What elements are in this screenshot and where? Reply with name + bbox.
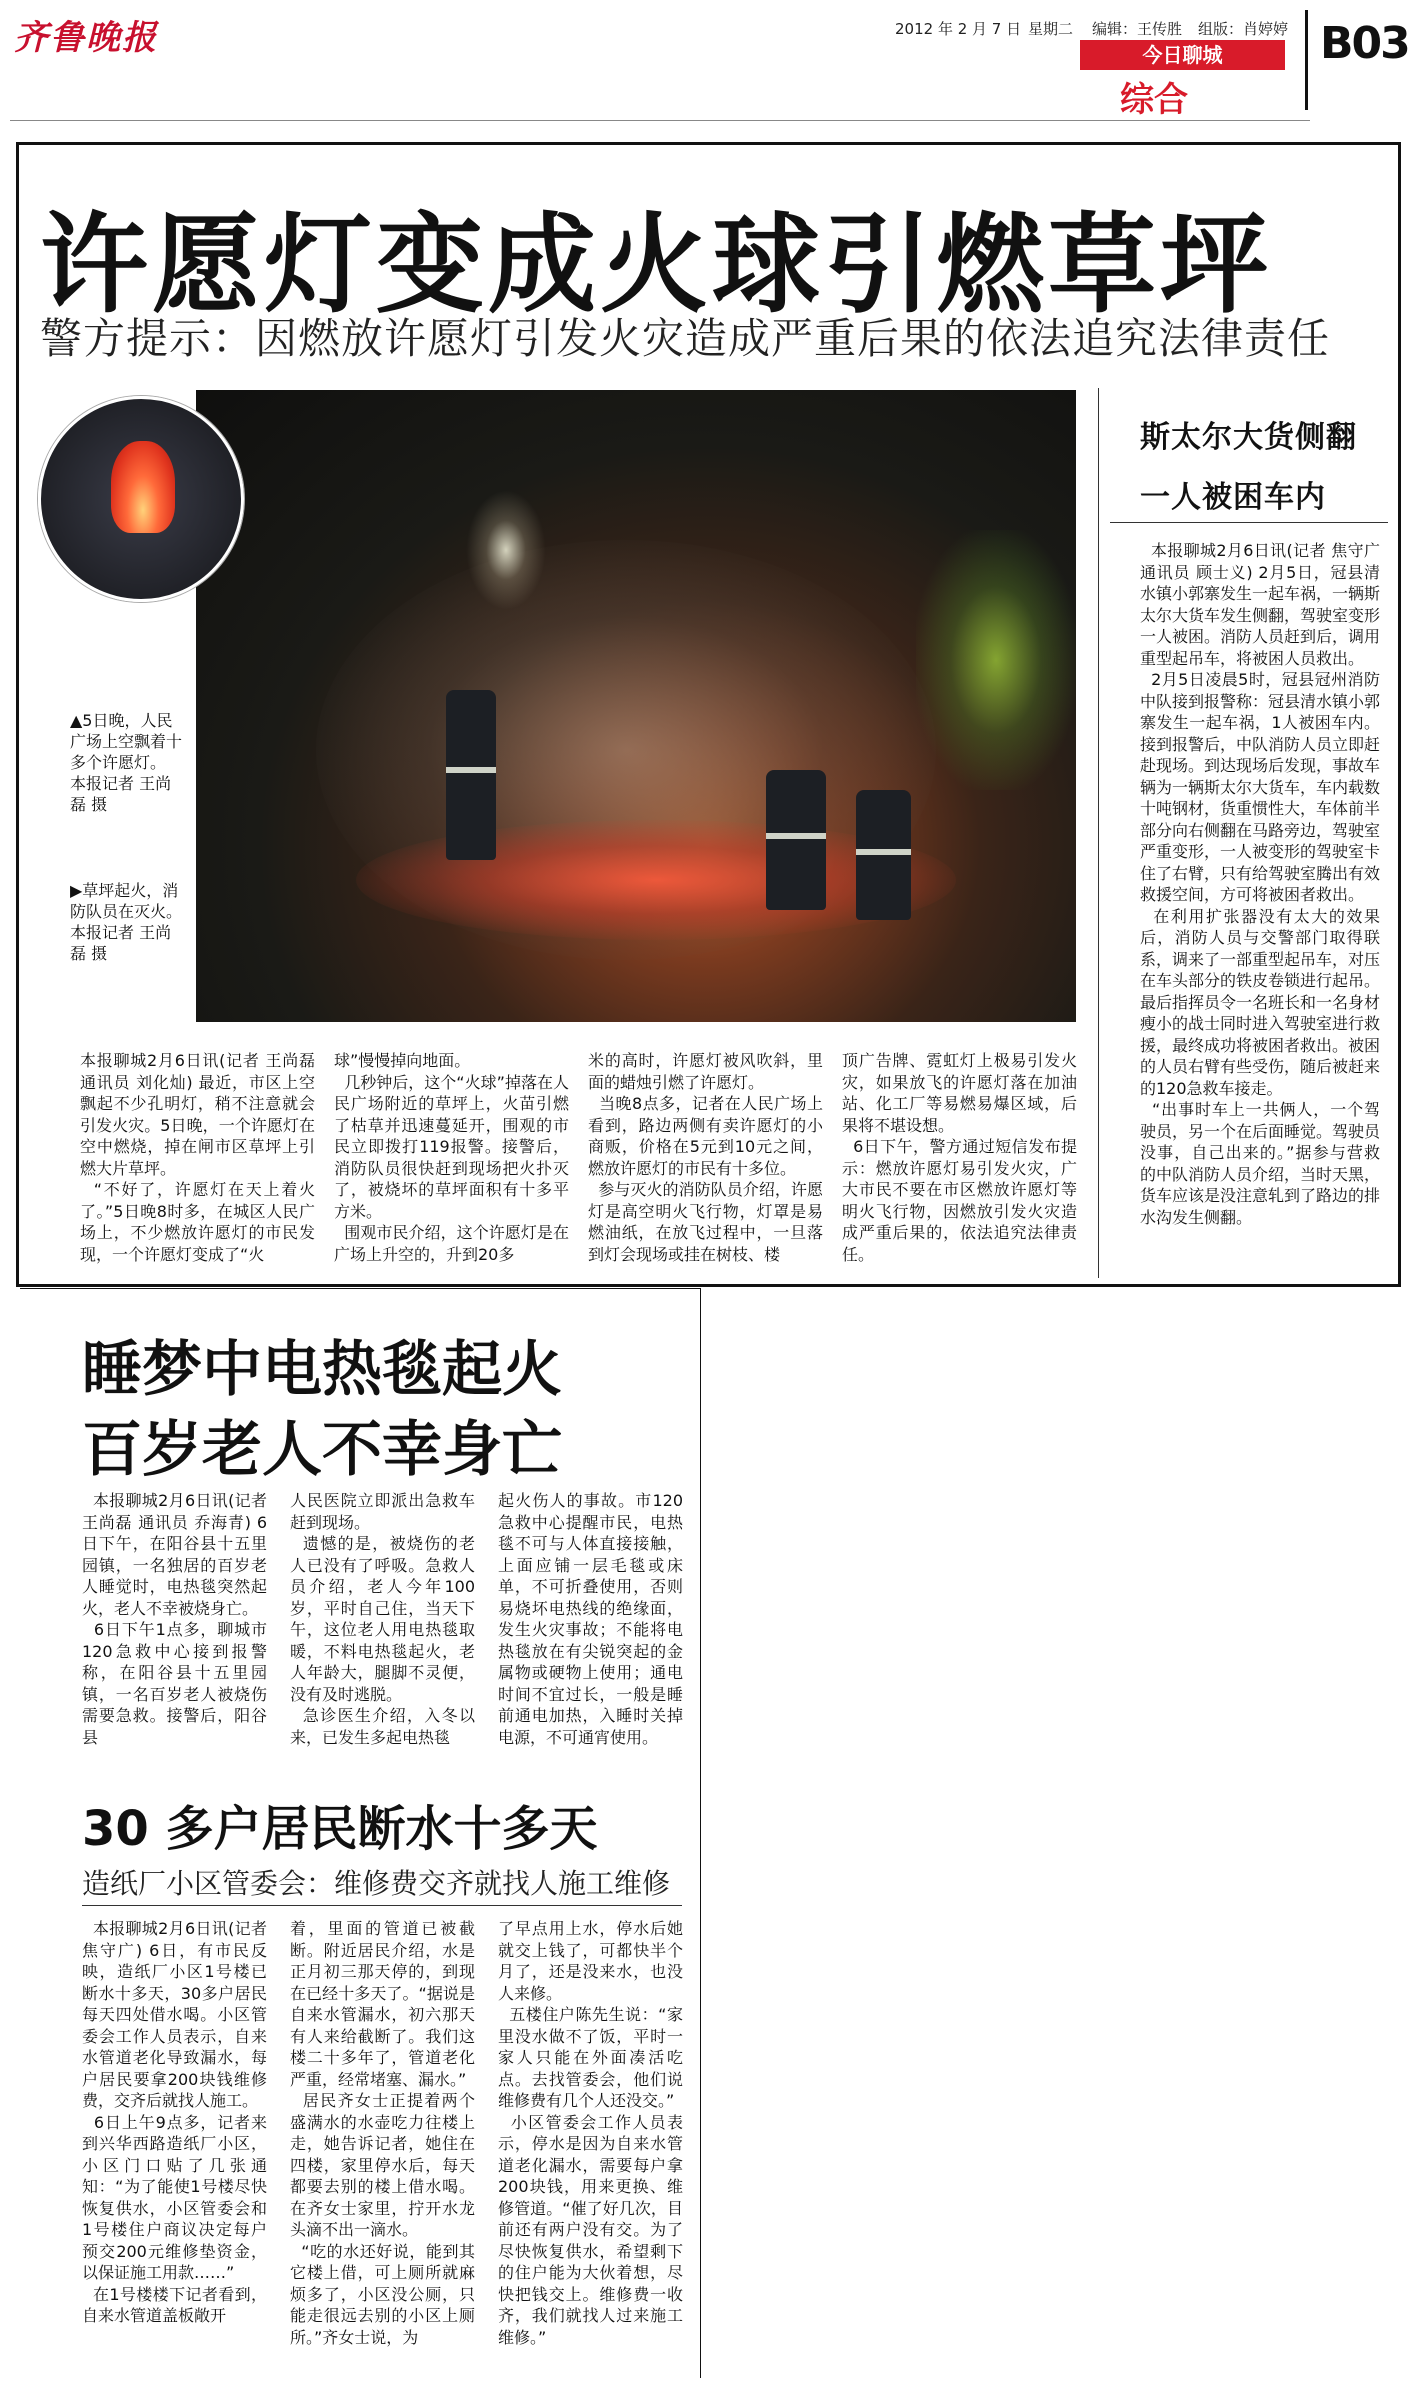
story3-body-col-2: 着，里面的管道已被截断。附近居民介绍，水是正月初三那天停的，到现在已经十多天了。“据说是自来水管漏水，初六那天有人来给截断了。我们这楼二十多年了，管道老化严重，经常堵塞、漏水。” 居民齐女士正提着两个盛满水的水壶吃力往楼上走，她告诉记者，她住在四楼，家里停水后，每天都要去别的楼上借水喝。在齐女士家里，拧开水龙头滴不出一滴水。 “吃的水还好说，能到其它楼上借，可上厕所就麻烦多了，小区没公厕，只能走很远去别的小区上厕所。”齐女士说，为: [290, 1919, 475, 2347]
story2-top-rule: [20, 1288, 700, 1289]
sidebar-body: 本报聊城2月6日讯(记者 焦守广 通讯员 顾士义) 2月5日，冠县清水镇小郭寨发生一起车祸，一辆斯太尔大货车发生侧翻，驾驶室变形一人被困。消防人员赶到后，调用重型起吊车，将被困人员救出。 2月5日凌晨5时，冠县冠州消防中队接到报警称：冠县清水镇小郭寨发生一起车祸，1人被困车内。接到报警后，中队消防人员立即赶赴现场。到达现场后发现，事故车辆为一辆斯太尔大货车，车内载数十吨钢材，货重惯性大，车体前半部分向右侧翻在马路旁边，驾驶室严重变形，一人被变形的驾驶室卡住了右臂，只有给驾驶室腾出有效救援空间，方可将被困者救出。 在利用扩张器没有太大的效果后，消防人员与交警部门取得联系，调来了一部重型起吊车，对压在车头部分的铁皮卷锁进行起吊。最后指挥员令一名班长和一名身材瘦小的战士同时进入驾驶室进行救援，最终成功将被困者救出。被困的人员右臂有些受伤，随后被赶来的120急救车接走。 “出事时车上一共俩人，一个驾驶员，另一个在后面睡觉。驾驶员没事，自己出来的。”据参与营救的中队消防人员介绍，当时天黑，货车应该是没注意轧到了路边的排水沟发生侧翻。: [1140, 541, 1381, 1227]
street-lamp: [466, 490, 546, 610]
layout-credit: 组版：肖婷婷: [1198, 20, 1289, 38]
column-divider: [700, 1288, 701, 2378]
story2-headline-line-1: 睡梦中电热毯起火: [82, 1335, 562, 1405]
story3-body-col-1: 本报聊城2月6日讯(记者 焦守广) 6日，有市民反映，造纸厂小区1号楼已断水十多天，30多户居民每天四处借水喝。小区管委会工作人员表示，自来水管道老化导致漏水，每户居民要拿200块钱维修费，交齐后就找人施工。 6日上午9点多，记者来到兴华西路造纸厂小区，小区门口贴了几张通知：“为了能使1号楼尽快恢复供水，小区管委会和1号楼住户商议决定每户预交200元维修垫资金，以保证施工用款……” 在1号楼楼下记者看到，自来水管道盖板敞开: [82, 1919, 268, 2325]
story2-body-col-3: 起火伤人的事故。市120急救中心提醒市民，电热毯不可与人体直接接触，上面应铺一层毛毯或床单，不可折叠使用，否则易烧坏电热线的绝缘面，发生火灾事故；不能将电热毯放在有尖锐突起的金属物或硬物上使用；通电时间不宜过长，一般是睡前通电加热，入睡时关掉电源，不可通宵使用。: [498, 1491, 683, 1747]
lead-body-col-4: 顶广告牌、霓虹灯上极易引发火灾，如果放飞的许愿灯落在加油站、化工厂等易燃易爆区域，后果将不堪设想。 6日下午，警方通过短信发布提示：燃放许愿灯易引发火灾，广大市民不要在市区燃放许愿灯等明火飞行物，因燃放引发火灾造成严重后果的，依法追究法律责任。: [842, 1051, 1077, 1264]
photo-caption-2: ▶草坪起火，消防队员在灭火。 本报记者 王尚磊 摄: [70, 881, 183, 963]
sky-lantern-photo: [38, 396, 244, 602]
story2-headline-line-2: 百岁老人不幸身亡: [82, 1415, 562, 1485]
sidebar-headline-line-1: 斯太尔大货侧翻: [1140, 420, 1357, 455]
header-rule: [10, 120, 1310, 121]
sky-lantern-image: [111, 441, 175, 533]
page-number: B03: [1320, 18, 1409, 69]
section-name: 综合: [1120, 80, 1188, 120]
neon-light: [916, 530, 1076, 790]
fire-scene-photo: [196, 390, 1076, 1022]
lead-subheadline: 警方提示：因燃放许愿灯引发火灾造成严重后果的依法追究法律责任: [40, 314, 1331, 363]
issue-date: 2012 年 2 月 7 日: [895, 20, 1022, 38]
header-divider: [1305, 10, 1308, 110]
lead-body-col-3: 米的高时，许愿灯被风吹斜，里面的蜡烛引燃了许愿灯。 当晚8点多，记者在人民广场上看到，路边两侧有卖许愿灯的小商贩，价格在5元到10元之间，燃放许愿灯的市民有十多位。 参与灭火的消防队员介绍，许愿灯是高空明火飞行物，灯罩是易燃油纸，在放飞过程中，一旦落到灯会现场或挂在树枝、楼: [588, 1051, 823, 1264]
firefighter-figure: [856, 790, 911, 920]
story3-body-col-3: 了早点用上水，停水后她就交上钱了，可都快半个月了，还是没来水，也没人来修。 五楼住户陈先生说：“家里没水做不了饭，平时一家人只能在外面凑活吃点。去找管委会，他们说维修费有几个人还没交。” 小区管委会工作人员表示，停水是因为自来水管道老化漏水，需要每户拿200块钱，用来更换、维修管道。“催了好几次，目前还有两户没有交。为了尽快恢复供水，希望剩下的住户能为大伙着想，尽快把钱交上。维修费一收齐，我们就找人过来施工维修。”: [498, 1919, 683, 2347]
firefighter-figure: [446, 690, 496, 860]
story3-subheadline: 造纸厂小区管委会：维修费交齐就找人施工维修: [82, 1867, 671, 1900]
lead-body-col-1: 本报聊城2月6日讯(记者 王尚磊 通讯员 刘化灿) 最近，市区上空飘起不少孔明灯，稍不注意就会引发火灾。5日晚，一个许愿灯在空中燃烧，掉在闸市区草坪上引燃大片草坪。 “不好了，许愿灯在天上着火了。”5日晚8时多，在城区人民广场上，不少燃放许愿灯的市民发现，一个许愿灯变成了“火: [80, 1051, 316, 1264]
issue-weekday: 星期二: [1028, 20, 1074, 38]
region-tag: 今日聊城: [1080, 40, 1285, 70]
story2-body-col-2: 人民医院立即派出急救车赶到现场。 遗憾的是，被烧伤的老人已没有了呼吸。急救人员介绍，老人今年100岁，平时自己住，当天下午，这位老人用电热毯取暖，不料电热毯起火，老人年龄大，腿脚不灵便，没有及时逃脱。 急诊医生介绍，入冬以来，已发生多起电热毯: [290, 1491, 475, 1747]
story3-headline: 30 多户居民断水十多天: [82, 1801, 598, 1857]
lead-body-col-2: 球”慢慢掉向地面。 几秒钟后，这个“火球”掉落在人民广场附近的草坪上，火苗引燃了枯草并迅速蔓延开，围观的市民立即拨打119报警。接警后，消防队员很快赶到现场把火扑灭了，被烧坏的草坪面积有十多平方米。 围观市民介绍，这个许愿灯是在广场上升空的，升到20多: [334, 1051, 569, 1264]
photo-caption-1: ▲5日晚，人民广场上空飘着十多个许愿灯。 本报记者 王尚磊 摄: [70, 711, 183, 814]
story3-rule: [82, 1905, 682, 1906]
editor-credit: 编辑：王传胜: [1092, 20, 1183, 38]
firefighter-figure: [766, 770, 826, 910]
sidebar-divider: [1098, 388, 1099, 1278]
sidebar-rule: [1110, 522, 1388, 523]
sidebar-headline-line-2: 一人被困车内: [1140, 480, 1326, 515]
lead-headline: 许愿灯变成火球引燃草坪: [40, 203, 1273, 328]
story2-body-col-1: 本报聊城2月6日讯(记者 王尚磊 通讯员 乔海青) 6日下午，在阳谷县十五里园镇，一名独居的百岁老人睡觉时，电热毯突然起火，老人不幸被烧身亡。 6日下午1点多，聊城市120急救中心接到报警称，在阳谷县十五里园镇，一名百岁老人被烧伤需要急救。接警后，阳谷县: [82, 1491, 267, 1747]
newspaper-logo: 齐鲁晚报: [14, 18, 158, 58]
